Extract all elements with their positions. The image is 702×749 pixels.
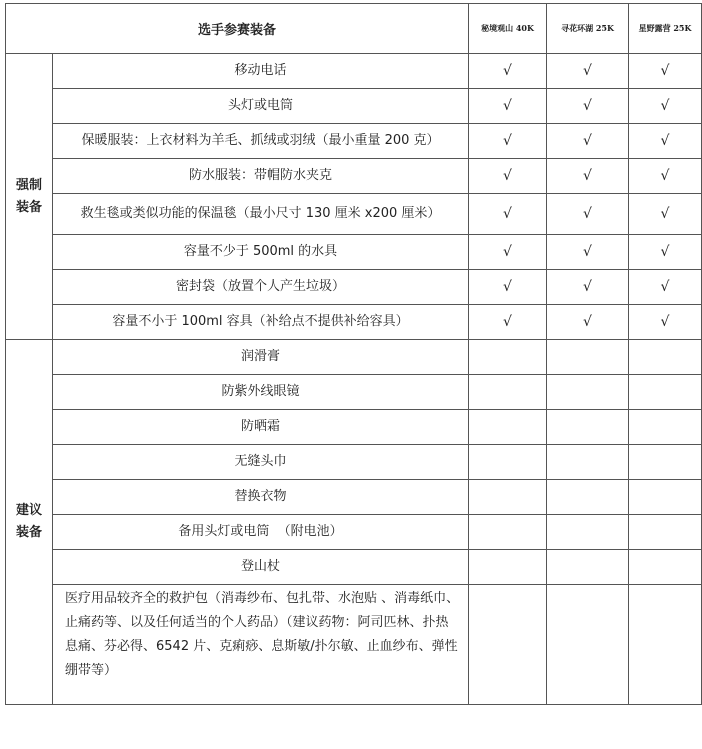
check-mark: √ xyxy=(469,305,547,340)
table-row xyxy=(6,89,702,124)
item-cell: 替换衣物 xyxy=(53,480,469,515)
item-cell: 医疗用品较齐全的救护包（消毒纱布、包扎带、水泡贴 、消毒纸巾、止痛药等、以及任何适当的个人药品）（建议药物：阿司匹林、扑热息痛、芬必得、6542 片、克痢痧、息斯敏/扑尔敏、止血纱布、弹性绷带等） xyxy=(53,585,469,705)
table-row xyxy=(6,550,702,585)
empty-cell xyxy=(629,445,702,480)
table-row xyxy=(6,410,702,445)
table-row xyxy=(6,124,702,159)
empty-cell xyxy=(547,410,629,445)
empty-cell xyxy=(629,375,702,410)
item-cell: 无缝头巾 xyxy=(53,445,469,480)
item-cell: 润滑膏 xyxy=(53,340,469,375)
check-mark: √ xyxy=(547,89,629,124)
table-row xyxy=(6,235,702,270)
empty-cell xyxy=(469,340,547,375)
item-cell: 防水服装：带帽防水夹克 xyxy=(53,159,469,194)
check-mark: √ xyxy=(629,159,702,194)
item-cell: 密封袋（放置个人产生垃圾） xyxy=(53,270,469,305)
equipment-table xyxy=(5,3,702,705)
empty-cell xyxy=(469,410,547,445)
race-header: 寻花环湖 25K xyxy=(547,4,629,54)
empty-cell xyxy=(629,585,702,705)
item-cell: 保暖服装：上衣材料为羊毛、抓绒或羽绒（最小重量 200 克） xyxy=(53,124,469,159)
check-mark: √ xyxy=(629,305,702,340)
table-row xyxy=(6,375,702,410)
empty-cell xyxy=(469,375,547,410)
check-mark: √ xyxy=(629,89,702,124)
item-cell: 头灯或电筒 xyxy=(53,89,469,124)
header-row xyxy=(6,4,702,54)
check-mark: √ xyxy=(469,89,547,124)
check-mark: √ xyxy=(469,270,547,305)
item-cell: 救生毯或类似功能的保温毯（最小尺寸 130 厘米 x200 厘米） xyxy=(53,194,469,235)
empty-cell xyxy=(469,445,547,480)
table-row xyxy=(6,54,702,89)
item-cell: 容量不少于 500ml 的水具 xyxy=(53,235,469,270)
empty-cell xyxy=(469,585,547,705)
check-mark: √ xyxy=(547,235,629,270)
category-mandatory xyxy=(6,54,53,340)
empty-cell xyxy=(629,480,702,515)
race-header: 秘境观山 40K xyxy=(469,4,547,54)
check-mark: √ xyxy=(547,159,629,194)
item-cell: 备用头灯或电筒 （附电池） xyxy=(53,515,469,550)
check-mark: √ xyxy=(469,194,547,235)
check-mark: √ xyxy=(469,54,547,89)
empty-cell xyxy=(629,340,702,375)
item-cell: 防晒霜 xyxy=(53,410,469,445)
empty-cell xyxy=(547,445,629,480)
empty-cell xyxy=(547,585,629,705)
empty-cell xyxy=(547,515,629,550)
table-row xyxy=(6,445,702,480)
table-row xyxy=(6,515,702,550)
check-mark: √ xyxy=(629,235,702,270)
empty-cell xyxy=(469,550,547,585)
table-row xyxy=(6,270,702,305)
table-title: 选手参赛装备 xyxy=(6,4,469,54)
category-suggested xyxy=(6,340,53,705)
check-mark: √ xyxy=(629,194,702,235)
check-mark: √ xyxy=(469,159,547,194)
empty-cell xyxy=(547,480,629,515)
check-mark: √ xyxy=(547,124,629,159)
table-row xyxy=(6,340,702,375)
check-mark: √ xyxy=(629,124,702,159)
check-mark: √ xyxy=(469,235,547,270)
empty-cell xyxy=(547,550,629,585)
table-row xyxy=(6,159,702,194)
table-row xyxy=(6,585,702,705)
item-cell: 登山杖 xyxy=(53,550,469,585)
category-line: 装备 xyxy=(15,525,42,540)
empty-cell xyxy=(469,480,547,515)
item-cell: 防紫外线眼镜 xyxy=(53,375,469,410)
race-header: 星野露营 25K xyxy=(629,4,702,54)
check-mark: √ xyxy=(547,305,629,340)
item-cell: 移动电话 xyxy=(53,54,469,89)
table-row xyxy=(6,194,702,235)
check-mark: √ xyxy=(547,194,629,235)
empty-cell xyxy=(629,550,702,585)
item-cell: 容量不小于 100ml 容具（补给点不提供补给容具） xyxy=(53,305,469,340)
table-row xyxy=(6,480,702,515)
check-mark: √ xyxy=(547,270,629,305)
category-line: 装备 xyxy=(15,199,42,215)
empty-cell xyxy=(629,515,702,550)
table-row xyxy=(6,305,702,340)
check-mark: √ xyxy=(469,124,547,159)
check-mark: √ xyxy=(629,270,702,305)
check-mark: √ xyxy=(629,54,702,89)
category-line: 强制 xyxy=(15,177,42,193)
empty-cell xyxy=(629,410,702,445)
empty-cell xyxy=(469,515,547,550)
category-line: 建议 xyxy=(15,503,42,518)
empty-cell xyxy=(547,375,629,410)
empty-cell xyxy=(547,340,629,375)
check-mark: √ xyxy=(547,54,629,89)
